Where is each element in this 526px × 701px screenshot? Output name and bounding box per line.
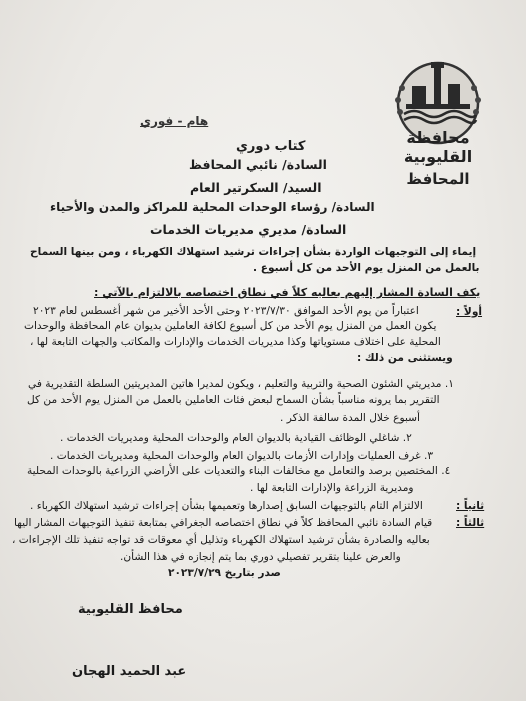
item-third-line-3: والعرض علينا بتقرير تفصيلي دوري بما يتم إنجازه في هذا الشأن. [120,551,401,563]
exception-4-line-2: ومديرية الزراعة والإدارات التابعة لها . [250,482,414,494]
urgent-marker: هام - فوري [140,114,209,128]
intro-line-2: بالعمل من المنزل يوم الأحد من كل أسبوع . [253,262,480,274]
exception-3: ٣. غرف العمليات وإدارات الأزمات بالديوان العام والوحدات المحلية ومديريات الخدمات . [50,450,434,462]
exception-1-line-3: أسبوع خلال المدة سالفة الذكر . [280,412,420,424]
instruction-heading: يكف السادة المشار إليهم بعاليه كلاً في نطاق اختصاصه بالالتزام بالآتي : [94,286,481,299]
recipient-deputies: السادة/ نائبي المحافظ [189,157,327,172]
item-third-tag: ثالثاً : [456,517,485,529]
item-first-line-4: ويستثنى من ذلك : [357,352,453,364]
issue-date: صدر بتاريخ ٢٠٢٣/٧/٢٩ [168,567,281,579]
exception-2: ٢. شاغلي الوظائف القيادية بالديوان العام والوحدات المحلية ومديريات الخدمات . [60,432,412,444]
item-first-line-3: المحلية على اختلاف مستوياتها وكذا مديريات الخدمات والإدارات والمكاتب والجهات التابعة لها ، [30,336,441,348]
intro-line-1: إيماء إلى التوجيهات الواردة بشأن إجراءات ترشيد استهلاك الكهرباء ، ومن بينها السماح [30,246,477,258]
signature-title: محافظ القليوبية [78,602,183,617]
recipient-secretary: السيد/ السكرتير العام [190,180,322,195]
item-first-line-2: يكون العمل من المنزل يوم الأحد من كل أسبوع لكافة العاملين بديوان عام المحافظة والوحدات [24,320,437,332]
exception-4-line-1: ٤. المختصين برصد والتعامل مع مخالفات البناء والتعديات على الأراضي الزراعية بالوحدات المحلية [27,465,451,477]
exception-1-line-1: ١. مديريتي الشئون الصحية والتربية والتعليم ، ويكون لمديرا هاتين المديريتين السلطة التقديرية في [28,378,454,390]
signature-name: عبد الحميد الهجان [72,664,187,679]
emblem-label [380,128,496,188]
recipient-service-directorates: السادة/ مديري مديريات الخدمات [150,222,347,237]
item-third-line-1: قيام السادة نائبي المحافظ كلاً في نطاق اختصاصه الجغرافي بمتابعة تنفيذ التوجيهات المشار اليها [14,517,433,529]
exception-1-line-2: التقرير بما يرونه مناسباً بشأن السماح لبعض فئات العاملين بالعمل من المنزل يوم الأحد من كل [27,394,440,406]
item-second-tag: ثانياً : [456,500,485,512]
item-third-line-2: بعاليه والصادرة بشأن ترشيد استهلاك الكهرباء وتذليل أي معوقات قد تواجه تنفيذ تلك الإجراءات ، [12,534,430,546]
emblem-title: محافظة القليوبية [403,128,473,166]
recipient-local-units: السادة/ رؤساء الوحدات المحلية للمراكز والمدن والأحياء [50,200,375,214]
item-first-line-1: اعتباراً من يوم الأحد الموافق ٢٠٢٣/٧/٣٠ وحتى الأحد الأخير من شهر أغسطس لعام ٢٠٢٣ [33,305,419,317]
letter-title: كتاب دوري [236,139,306,154]
emblem-subtitle: المحافظ [406,170,470,188]
item-first-tag: أولاً : [456,306,483,318]
item-second-text: الالتزام التام بالتوجيهات السابق إصدارها وتعميمها بشأن إجراءات ترشيد استهلاك الكهرباء . [30,500,423,512]
